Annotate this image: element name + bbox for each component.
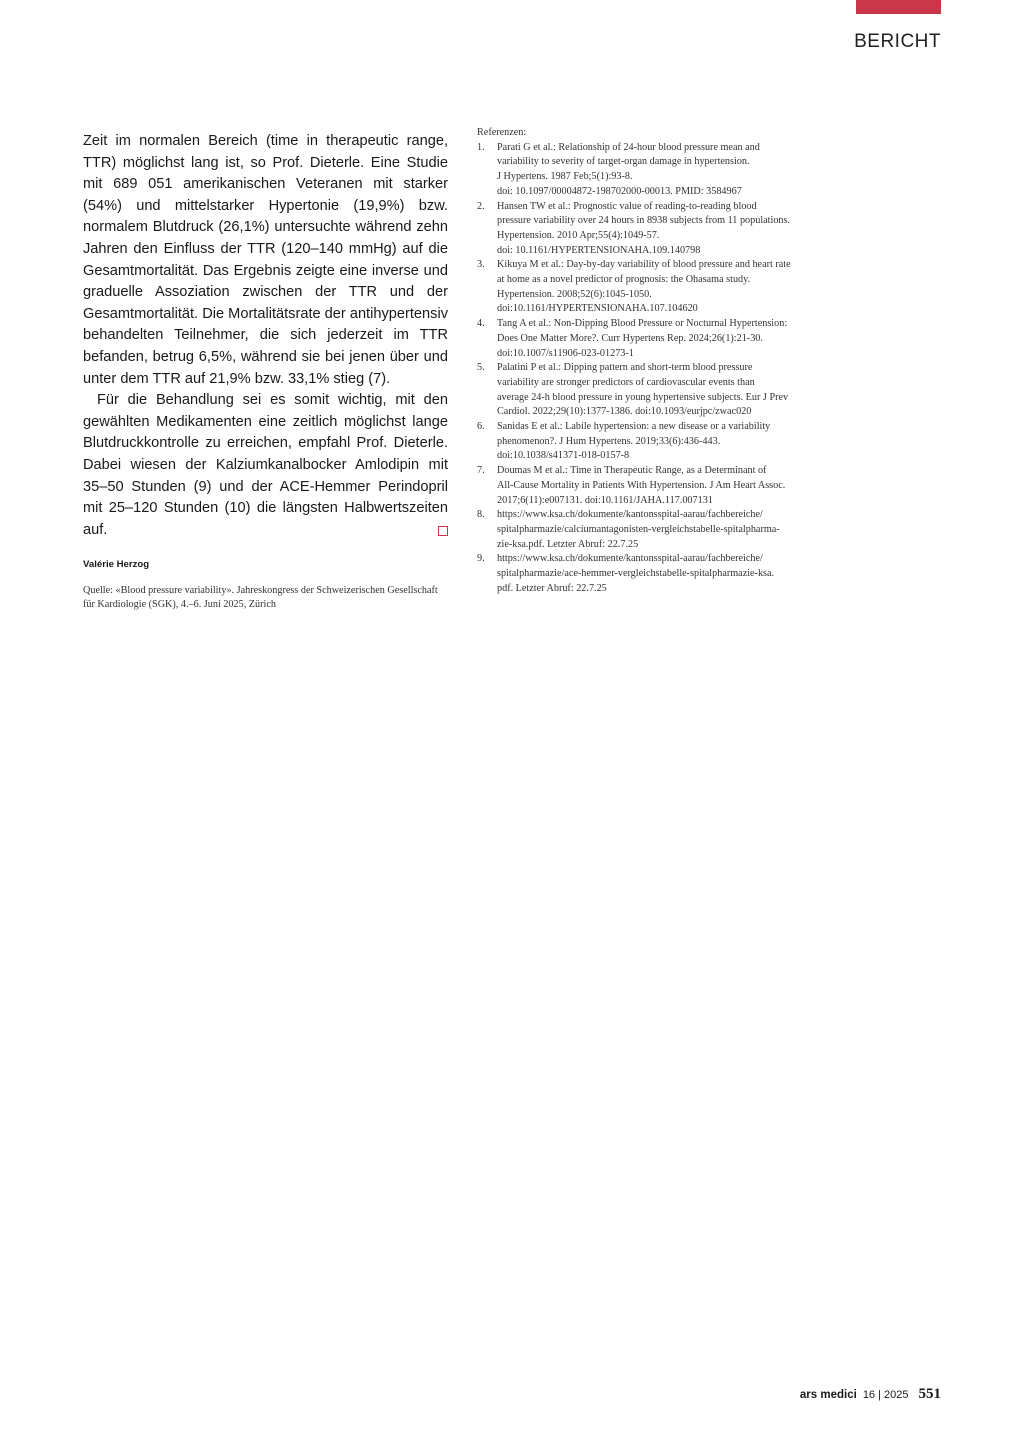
reference-line: 2017;6(11):e007131. doi:10.1161/JAHA.117.007131 [497, 494, 713, 506]
reference-line: Does One Matter More?. Curr Hypertens Rep. 2024;26(1):21-30. [497, 332, 763, 344]
reference-line: zie-ksa.pdf. Letzter Abruf: 22.7.25 [497, 538, 639, 550]
source-note: Quelle: «Blood pressure variability». Jahreskongress der Schweizerischen Gesellschaft für Kardiologie (SGK), 4.–6. Juni 2025, Zürich [83, 585, 438, 611]
reference-item [477, 200, 845, 259]
references-list [477, 141, 845, 597]
reference-line: https://www.ksa.ch/dokumente/kantonsspital-aarau/fachbereiche/ [497, 553, 763, 565]
reference-line: doi:10.1007/s11906-023-01273-1 [497, 347, 634, 359]
author-name: Valérie Herzog [83, 559, 150, 571]
reference-line: J Hypertens. 1987 Feb;5(1):93-8. [497, 171, 633, 183]
reference-number: 1. [477, 141, 485, 153]
reference-line: pdf. Letzter Abruf: 22.7.25 [497, 582, 607, 594]
reference-item [477, 464, 845, 508]
reference-text [497, 317, 845, 361]
reference-item [477, 420, 845, 464]
reference-item [477, 508, 845, 552]
reference-line: Hypertension. 2010 Apr;55(4):1049-57. [497, 229, 660, 241]
reference-line: Doumas M et al.: Time in Therapeutic Range, as a Determinant of [497, 465, 767, 477]
header-accent-bar [856, 0, 941, 14]
reference-line: spitalpharmazie/ace-hemmer-vergleichstabelle-spitalpharmazie-ksa. [497, 568, 775, 580]
reference-line: Palatini P et al.: Dipping pattern and short-term blood pressure [497, 362, 753, 374]
reference-text [497, 508, 845, 552]
reference-item [477, 361, 845, 420]
article-paragraph: Für die Behandlung sei es somit wichtig, mit den gewählten Medikamenten eine zeitlich möglichst lange Blutdruckkontrolle zu erreichen, empfahl Prof. Dieterle. Dabei wiesen der Kalziumkanalbocker Amlodipin mit 35–50 Stunden (9) und der ACE-Hemmer Perindopril mit 25–120 Stunden (10) die längsten Halbwertszeiten auf. [83, 392, 448, 538]
reference-number: 6. [477, 421, 485, 433]
reference-number: 9. [477, 553, 485, 565]
reference-line: spitalpharmazie/calciumantagonisten-vergleichstabelle-spitalpharma- [497, 523, 780, 535]
square-end-mark-icon [438, 526, 448, 536]
reference-number: 8. [477, 509, 485, 521]
reference-number: 3. [477, 259, 485, 271]
reference-line: Cardiol. 2022;29(10):1377-1386. doi:10.1093/eurjpc/zwac020 [497, 406, 752, 418]
references-column [477, 126, 845, 597]
reference-line: doi:10.1038/s41371-018-0157-8 [497, 450, 630, 462]
references-heading: Referenzen: [477, 127, 527, 138]
reference-number: 2. [477, 200, 485, 212]
reference-text [497, 464, 845, 508]
reference-text [497, 200, 845, 259]
section-label: BERICHT [854, 31, 941, 52]
reference-text [497, 258, 845, 317]
reference-line: doi: 10.1097/00004872-198702000-00013. PMID: 3584967 [497, 185, 742, 197]
reference-line: All-Cause Mortality in Patients With Hypertension. J Am Heart Assoc. [497, 479, 786, 491]
reference-line: doi:10.1161/HYPERTENSIONAHA.107.104620 [497, 303, 698, 315]
article-paragraph: Zeit im normalen Bereich (time in therapeutic range, TTR) möglichst lang ist, so Prof. Dieterle. Eine Studie mit 689 051 amerikanischen Veteranen mit starker (54%) und mittelstarker Hypertonie (19,9%) bzw. normalem Blutdruck (26,1%) untersuchte während zehn Jahren den Einfluss der TTR (120–140 mmHg) auf die Gesamtmortalität. Das Ergebnis zeigte eine inverse und graduelle Assoziation zwischen der TTR und der Gesamtmortalität. Die Mortalitätsrate der antihypertensiv behandelten Teilnehmer, die sich jederzeit im TTR befanden, betrug 6,5%, während sie bei jenen über und unter dem TTR auf 21,9% bzw. 33,1% stieg (7). [83, 133, 448, 387]
reference-line: Hansen TW et al.: Prognostic value of reading-to-reading blood [497, 200, 757, 212]
reference-item [477, 258, 845, 317]
reference-line: Parati G et al.: Relationship of 24-hour blood pressure mean and [497, 141, 760, 153]
page-footer [800, 1386, 941, 1403]
reference-line: pressure variability over 24 hours in 8938 subjects from 11 populations. [497, 215, 791, 227]
reference-line: variability to severity of target-organ damage in hypertension. [497, 156, 750, 168]
reference-line: variability are stronger predictors of cardiovascular events than [497, 376, 755, 388]
journal-name: ars medici [799, 1389, 857, 1401]
reference-text [497, 552, 845, 596]
reference-line: average 24-h blood pressure in young hypertensive subjects. Eur J Prev [497, 391, 789, 403]
reference-line: Sanidas E et al.: Labile hypertension: a new disease or a variability [497, 421, 771, 433]
reference-line: Kikuya M et al.: Day-by-day variability of blood pressure and heart rate [497, 259, 791, 271]
page-number: 551 [918, 1386, 941, 1402]
reference-item [477, 317, 845, 361]
reference-line: Tang A et al.: Non-Dipping Blood Pressure or Nocturnal Hypertension: [497, 318, 788, 330]
reference-line: Hypertension. 2008;52(6):1045-1050. [497, 288, 652, 300]
article-paragraph-with-end-mark [83, 390, 448, 541]
reference-item [477, 552, 845, 596]
reference-number: 4. [477, 318, 485, 330]
issue-info: 16 | 2025 [862, 1389, 909, 1401]
reference-text [497, 141, 845, 200]
reference-number: 7. [477, 465, 485, 477]
reference-number: 5. [477, 362, 485, 374]
reference-text [497, 361, 845, 420]
reference-line: phenomenon?. J Hum Hypertens. 2019;33(6):436-443. [497, 435, 721, 447]
reference-item [477, 141, 845, 200]
article-body [83, 131, 448, 541]
reference-text [497, 420, 845, 464]
reference-line: at home as a novel predictor of prognosis: the Ohasama study. [497, 274, 751, 286]
reference-line: doi: 10.1161/HYPERTENSIONAHA.109.140798 [497, 244, 701, 256]
reference-line: https://www.ksa.ch/dokumente/kantonsspital-aarau/fachbereiche/ [497, 509, 763, 521]
article-column [83, 131, 448, 612]
